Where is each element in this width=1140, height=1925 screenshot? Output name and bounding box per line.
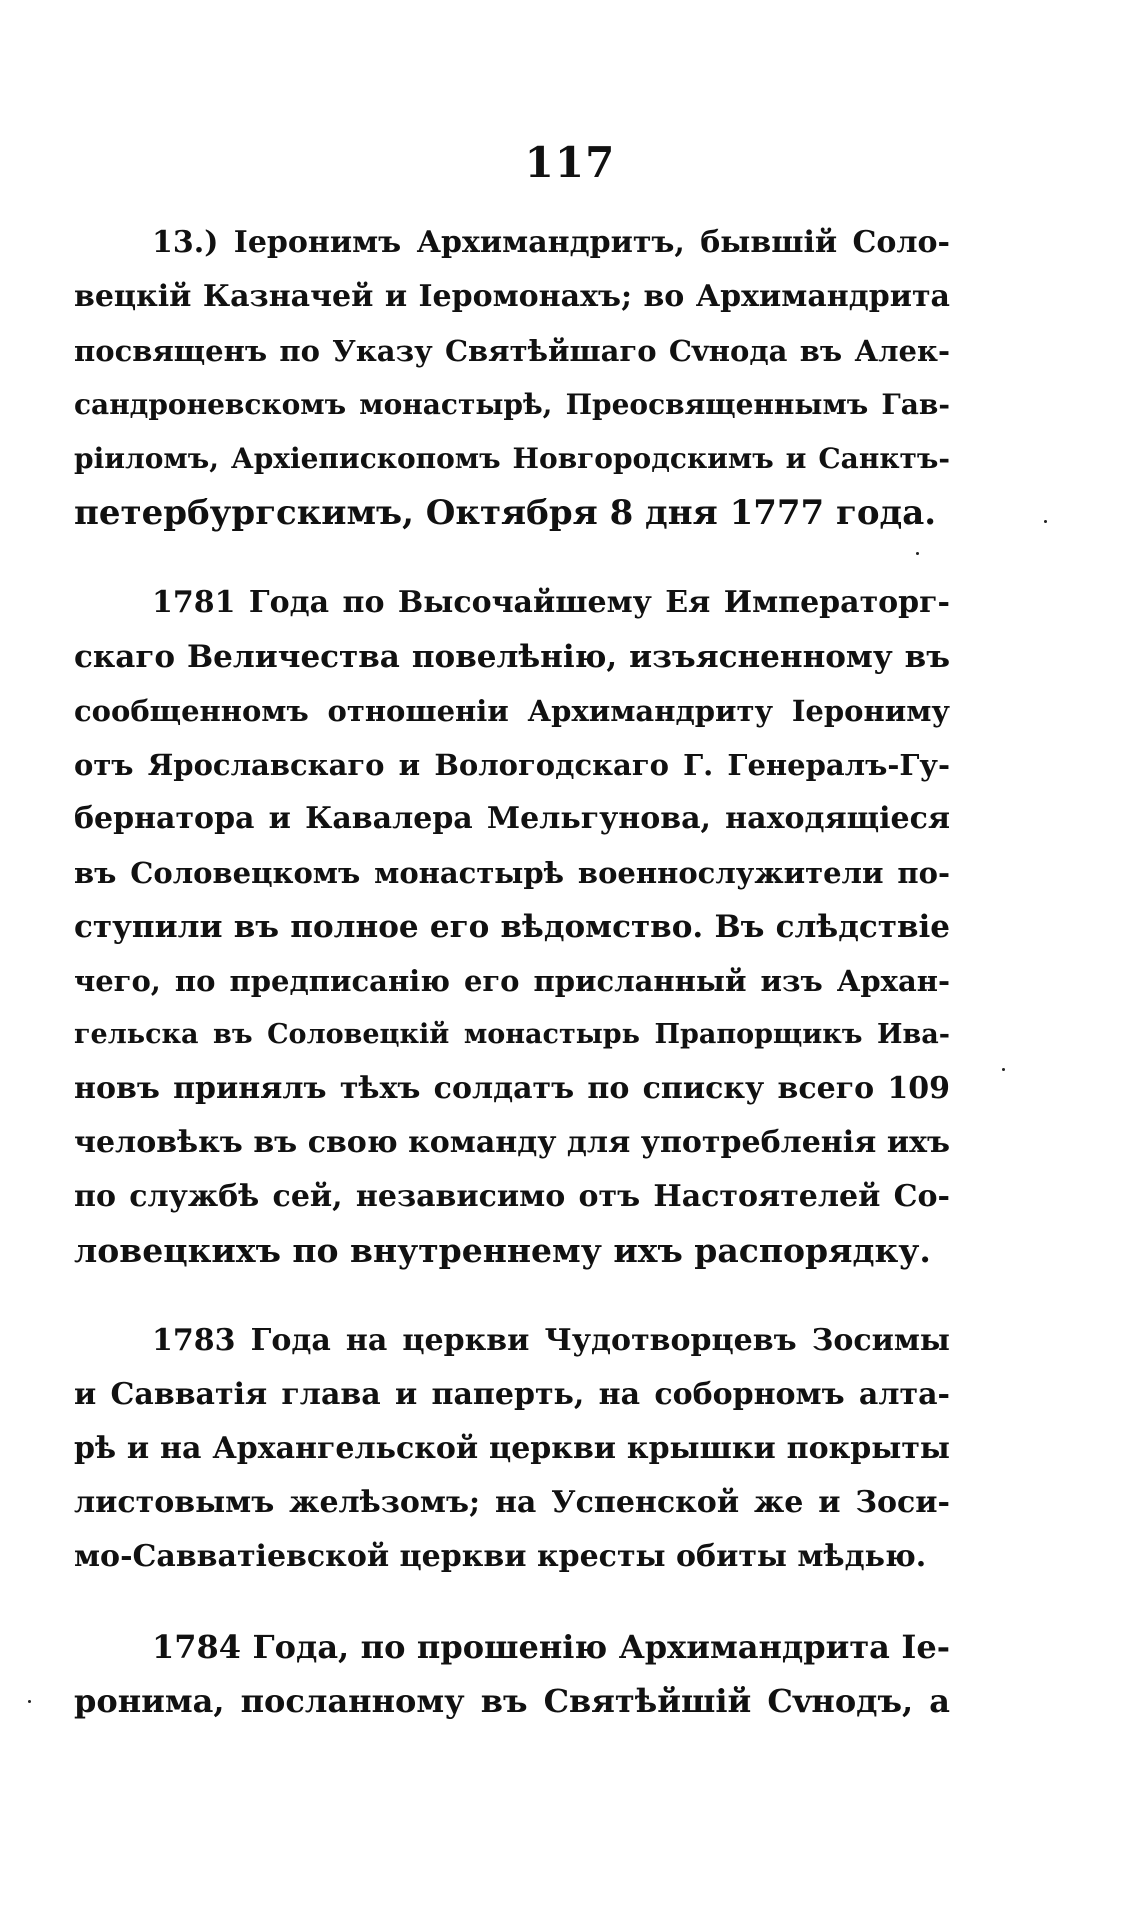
- paragraph-gap: [74, 540, 950, 576]
- paragraph-2: [74, 576, 950, 1278]
- text-line: отъ Ярославскаго и Вологодскаго Г. Генералъ-Гу-: [74, 748, 950, 782]
- text-line: ступили въ полное его вѣдомство. Въ слѣдствіе: [74, 909, 950, 945]
- paragraph-3: [74, 1314, 950, 1584]
- text-line: скаго Величества повелѣнію, изъясненному въ: [74, 639, 950, 675]
- paragraph-gap: [74, 1278, 950, 1314]
- text-line: ріиломъ, Архіепископомъ Новгородскимъ и Санктъ-: [74, 442, 950, 475]
- text-line: и Савватія глава и паперть, на соборномъ алта-: [74, 1377, 950, 1412]
- text-line: сандроневскомъ монастырѣ, Преосвященнымъ Гав-: [74, 388, 950, 421]
- text-line: посвященъ по Указу Святѣйшаго Сvнода въ Алек-: [74, 334, 950, 368]
- text-line: 13.) Іеронимъ Архимандритъ, бывшій Соло-: [152, 225, 950, 260]
- text-line: чего, по предписанію его присланный изъ Архан-: [74, 964, 950, 998]
- page-number: 117: [524, 138, 616, 187]
- text-line: бернатора и Кавалера Мельгунова, находящіеся: [74, 801, 950, 836]
- text-line: петербургскимъ, Октября 8 дня 1777 года.: [74, 493, 937, 533]
- text-line: вецкій Казначей и Іеромонахъ; во Архимандрита: [74, 279, 950, 314]
- text-line: рѣ и на Архангельской церкви крышки покрыты: [74, 1431, 950, 1466]
- text-line: ронима, посланному въ Святѣйшій Сvнодъ, а: [74, 1682, 950, 1720]
- print-speck: [916, 552, 919, 555]
- text-line: гельска въ Соловецкій монастырь Прапорщикъ Ива-: [74, 1019, 950, 1050]
- text-line: листовымъ желѣзомъ; на Успенской же и Зоси-: [74, 1485, 950, 1520]
- paragraph-gap: [74, 1584, 950, 1620]
- text-body: [74, 216, 950, 1728]
- text-line: 1781 Года по Высочайшему Ея Императорг-: [152, 585, 950, 620]
- text-line: мо-Савватіевской церкви кресты обиты мѣдью.: [74, 1539, 927, 1574]
- text-line: 1783 Года на церкви Чудотворцевъ Зосимы: [152, 1323, 950, 1358]
- text-line: новъ принялъ тѣхъ солдатъ по списку всего 109: [74, 1071, 950, 1106]
- text-line: въ Соловецкомъ монастырѣ военнослужители по-: [74, 856, 950, 890]
- text-line: человѣкъ въ свою команду для употребленія ихъ: [74, 1125, 950, 1160]
- print-speck: [28, 1700, 31, 1703]
- print-speck: [1044, 520, 1047, 523]
- print-speck: [1002, 1068, 1005, 1071]
- text-line: по службѣ сей, независимо отъ Настоятелей Со-: [74, 1179, 950, 1214]
- paragraph-4: [74, 1620, 950, 1728]
- text-line: ловецкихъ по внутреннему ихъ распорядку.: [74, 1231, 931, 1270]
- paragraph-1: [74, 216, 950, 540]
- text-line: 1784 Года, по прошенію Архимандрита Іе-: [152, 1628, 950, 1666]
- text-line: сообщенномъ отношеніи Архимандриту Іерониму: [74, 694, 950, 728]
